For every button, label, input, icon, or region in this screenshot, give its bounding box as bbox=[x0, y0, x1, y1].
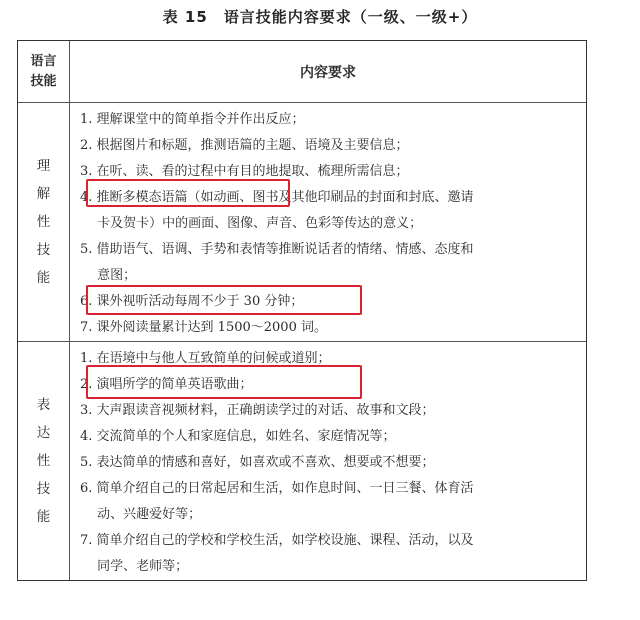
header-skill-line1: 语言 bbox=[30, 53, 57, 69]
section-label-char: 性 bbox=[36, 453, 51, 469]
list-item-continuation: 同学、老师等； bbox=[80, 559, 189, 574]
list-item: 5. 表达简单的情感和喜好，如喜欢或不喜欢、想要或不想要； bbox=[80, 455, 435, 470]
list-item: 3. 在听、读、看的过程中有目的地提取、梳理所需信息； bbox=[80, 164, 409, 179]
table-title: 表 15 语言技能内容要求（一级、一级+） bbox=[162, 8, 478, 26]
header-content-cell: 内容要求 bbox=[300, 64, 356, 81]
section-label-char: 能 bbox=[36, 270, 51, 286]
column-divider bbox=[69, 41, 70, 580]
section-label-comprehension bbox=[18, 103, 69, 341]
section-label-char: 表 bbox=[36, 397, 51, 413]
content-requirements-table bbox=[17, 40, 587, 581]
section-label-char: 理 bbox=[36, 158, 51, 174]
header-skill-line2: 技能 bbox=[30, 73, 57, 89]
list-item: 4. 推断多模态语篇（如动画、图书及其他印刷品的封面和封底、邀请 bbox=[80, 190, 474, 205]
list-item: 7. 课外阅读量累计达到 1500～2000 词。 bbox=[80, 320, 327, 335]
section-label-char: 达 bbox=[36, 425, 51, 441]
section-label-char: 技 bbox=[36, 242, 51, 258]
section-label-char: 技 bbox=[36, 481, 51, 497]
highlight-box-multimodal bbox=[86, 179, 290, 207]
list-item: 5. 借助语气、语调、手势和表情等推断说话者的情绪、情感、态度和 bbox=[80, 242, 474, 257]
list-item-continuation: 卡及贺卡）中的画面、图像、声音、色彩等传达的意义； bbox=[80, 216, 423, 231]
list-item: 6. 简单介绍自己的日常起居和生活，如作息时间、一日三餐、体育活 bbox=[80, 481, 474, 496]
header-skill-cell bbox=[18, 41, 69, 102]
list-item: 2. 根据图片和标题，推测语篇的主题、语境及主要信息； bbox=[80, 138, 409, 153]
highlight-box-singing bbox=[86, 365, 362, 399]
section-label-char: 性 bbox=[36, 214, 51, 230]
list-item: 7. 简单介绍自己的学校和学校生活，如学校设施、课程、活动，以及 bbox=[80, 533, 474, 548]
list-item: 1. 在语境中与他人互致简单的问候或道别； bbox=[80, 351, 331, 366]
highlight-box-listening-time bbox=[86, 285, 362, 315]
list-item-continuation: 动、兴趣爱好等； bbox=[80, 507, 202, 522]
list-item: 2. 演唱所学的简单英语歌曲； bbox=[80, 377, 253, 392]
list-item: 1. 理解课堂中的简单指令并作出反应； bbox=[80, 112, 305, 127]
section-label-char: 解 bbox=[36, 186, 51, 202]
list-item: 3. 大声跟读音视频材料，正确朗读学过的对话、故事和文段； bbox=[80, 403, 435, 418]
list-item-continuation: 意图； bbox=[80, 268, 137, 283]
list-item: 4. 交流简单的个人和家庭信息，如姓名、家庭情况等； bbox=[80, 429, 396, 444]
section-label-expression bbox=[18, 342, 69, 580]
section-label-char: 能 bbox=[36, 509, 51, 525]
list-item: 6. 课外视听活动每周不少于 30 分钟； bbox=[80, 294, 304, 309]
